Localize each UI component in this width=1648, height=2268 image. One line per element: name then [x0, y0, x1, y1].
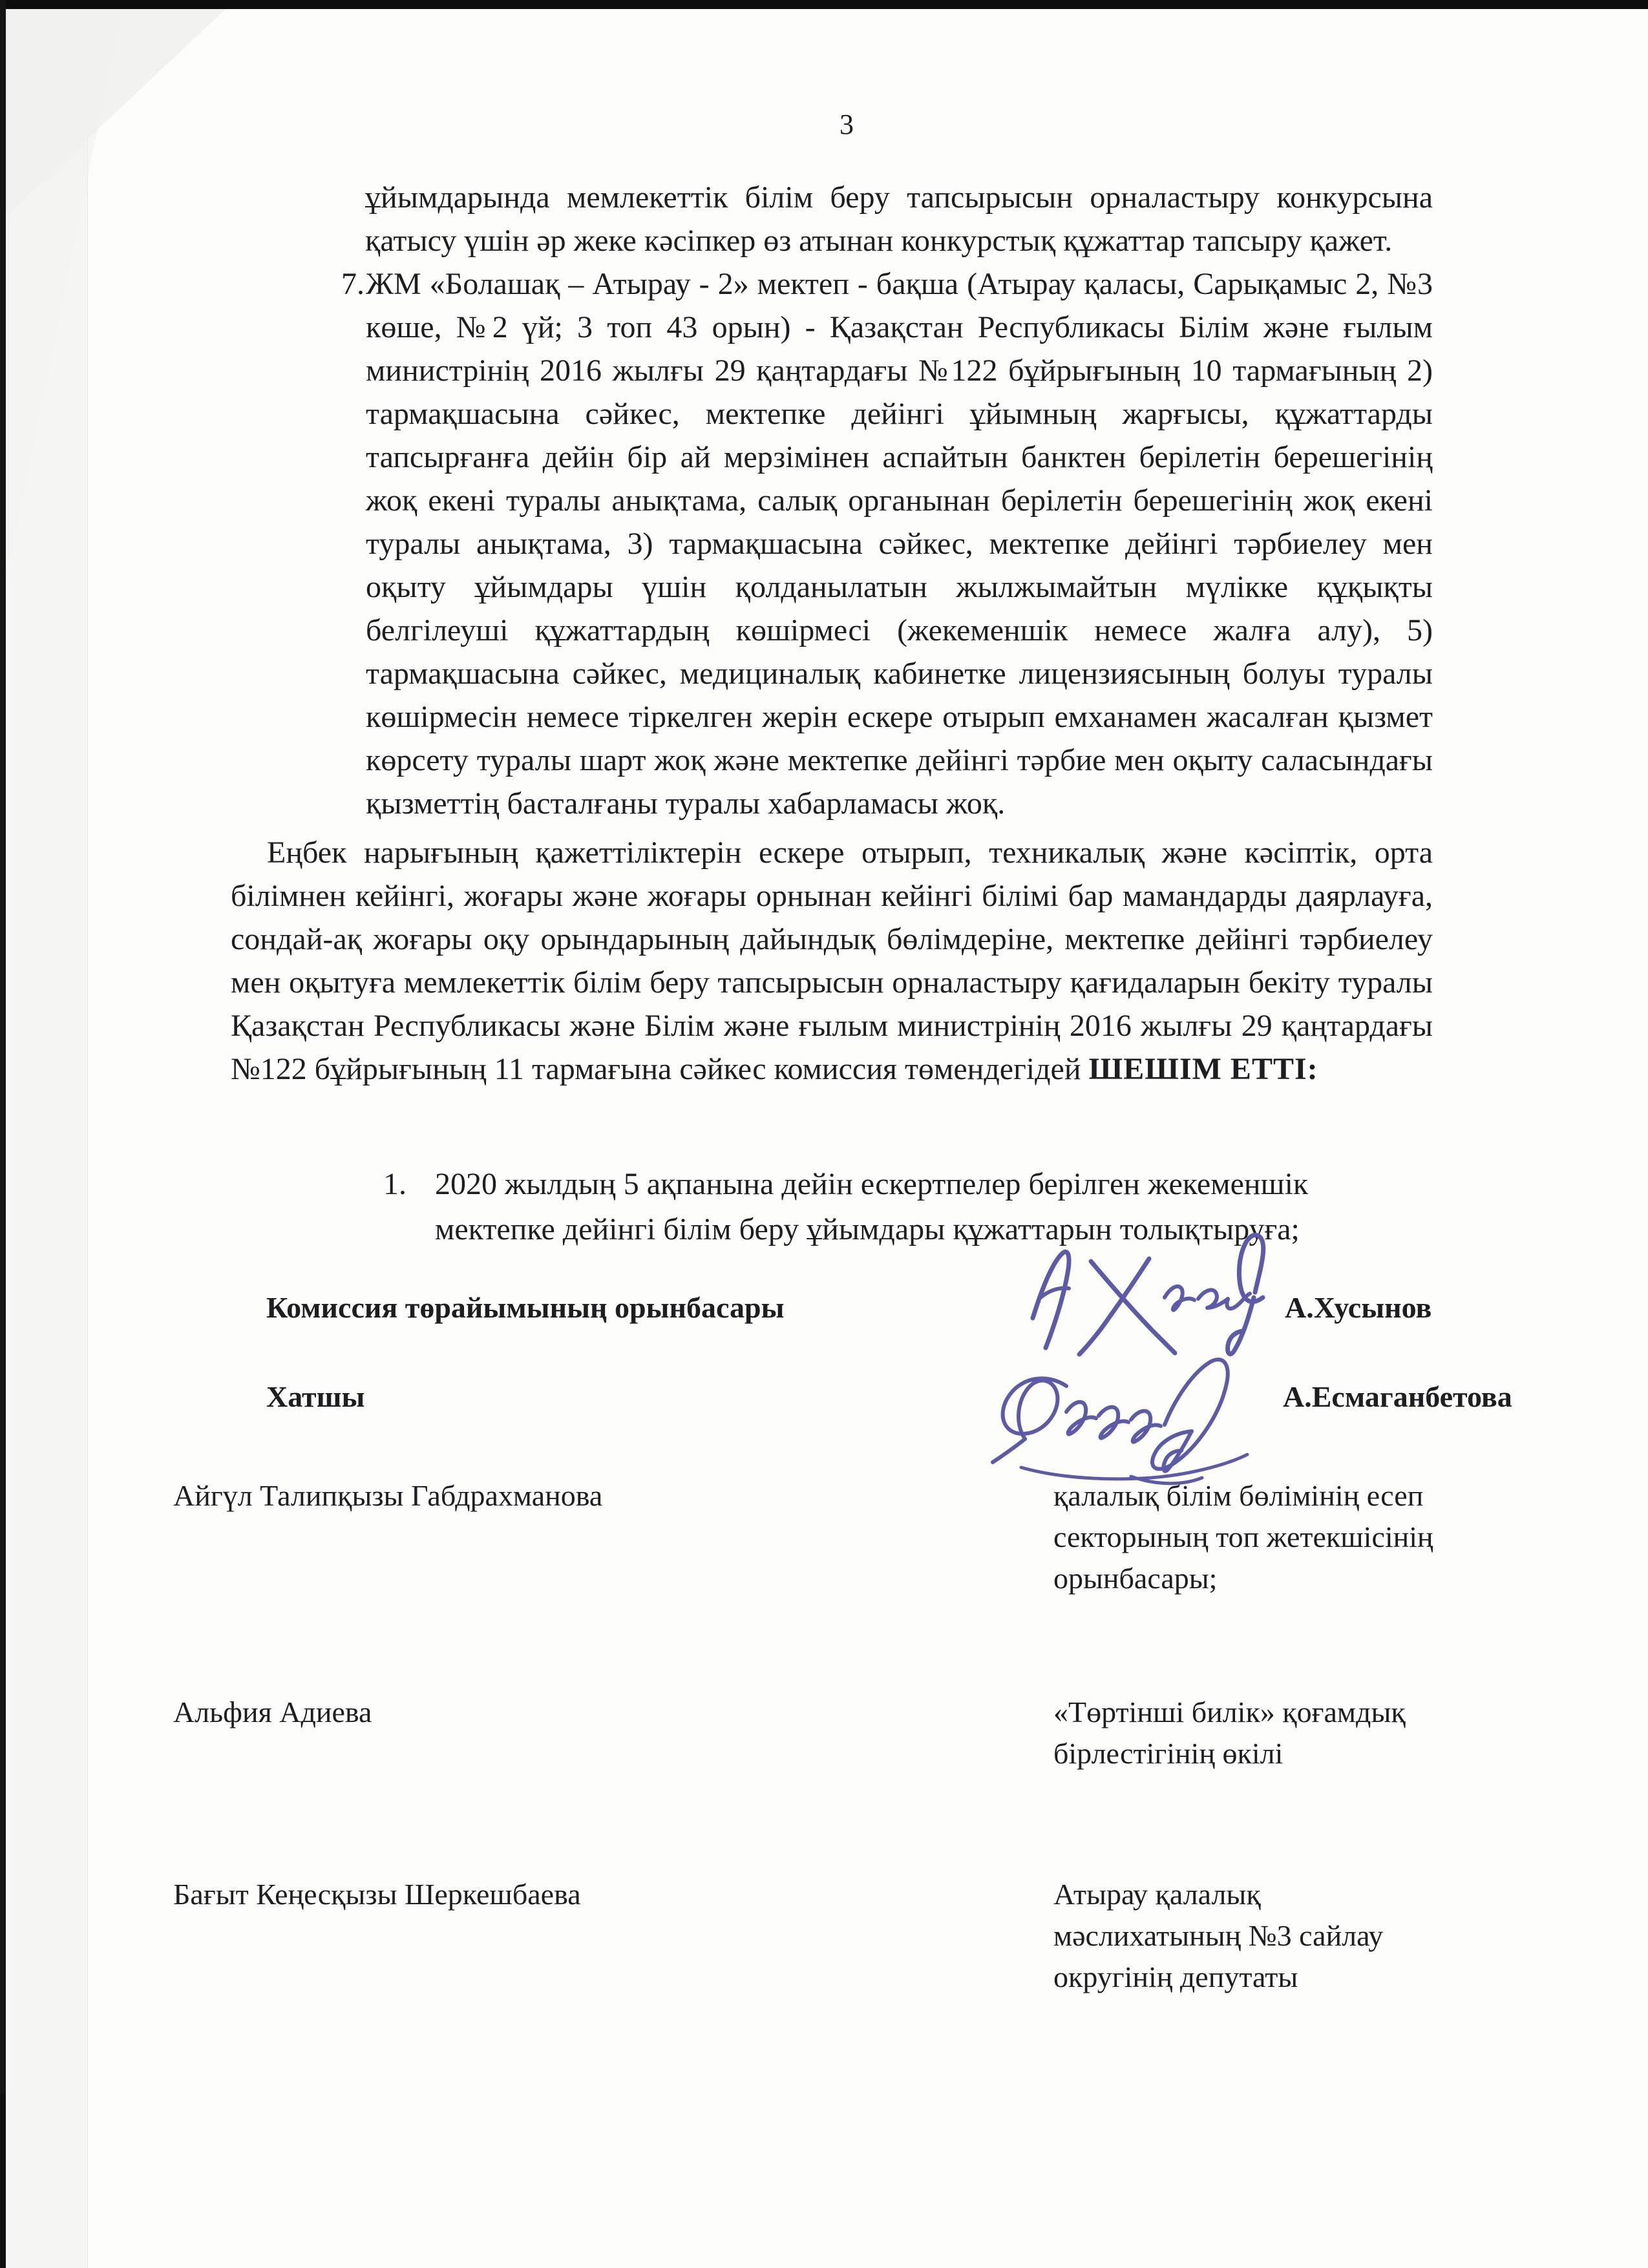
signature-role-deputy-chair: Комиссия төрайымының орынбасары — [266, 1291, 785, 1324]
member-role-line: мәслихатының №3 сайлау — [1053, 1919, 1384, 1952]
scan-edge-top — [0, 0, 1648, 9]
scan-edge-left — [0, 0, 6, 2268]
member-role-sherkeshbayeva — [1053, 1874, 1506, 1998]
member-role-gabdrakhmanova — [1053, 1475, 1506, 1599]
decision-item-1-number: 1. — [383, 1167, 407, 1201]
decision-item-1-text: 2020 жылдың 5 ақпанына дейін ескертпелер берілген жекеменшік мектепке дейінгі білім беру ұйымдары құжаттарын толықтыруға; — [435, 1167, 1309, 1246]
member-name-sherkeshbayeva: Бағыт Кеңесқызы Шеркешбаева — [173, 1878, 581, 1911]
list-item-7-number: 7. — [341, 267, 364, 301]
page-corner-shadow-soft — [6, 9, 122, 578]
member-role-line: «Төртінші билік» қоғамдық — [1053, 1696, 1406, 1728]
member-role-line: Атырау қалалық — [1053, 1878, 1261, 1911]
signature-name-khusynov: А.Хусынов — [1285, 1291, 1432, 1324]
member-role-line: округінің депутаты — [1053, 1960, 1298, 1993]
page-number: 3 — [840, 109, 854, 140]
member-name-adiyeva: Альфия Адиева — [173, 1696, 372, 1728]
decision-paragraph — [231, 831, 1433, 1091]
member-name-gabdrakhmanova: Айгүл Талипқызы Габдрахманова — [173, 1479, 603, 1512]
member-role-line: секторының топ жетекшісінің — [1053, 1520, 1433, 1553]
signature-name-yesmaganbetova: А.Есмаганбетова — [1283, 1380, 1512, 1413]
list-item-7 — [336, 262, 1433, 825]
member-role-line: бірлестігінің өкілі — [1053, 1737, 1284, 1770]
member-role-adiyeva — [1053, 1692, 1506, 1774]
member-role-line: орынбасары; — [1053, 1562, 1218, 1595]
list-item-7-text: ЖМ «Болашақ – Атырау - 2» мектеп - бақша (Атырау қаласы, Сарықамыс 2, №3 көше, №2 үй; 3 топ 43 орын) - Қазақстан Республикасы Білім және ғылым министрінің 2016 жылғы 29 қаңтардағы №122 бұйрығының 10 тармағының 2) тармақшасына сәйкес, мектепке дейінгі ұйымның жарғысы, құжаттарды тапсырғанға дейін бір ай мерзімінен аспайтын банктен берілетін берешегінің жоқ екені туралы анықтама, салық органынан берілетін берешегінің жоқ екені туралы анықтама, 3) тармақшасына сәйкес, мектепке дейінгі тәрбиелеу мен оқыту ұйымдары үшін қолданылатын жылжымайтын мүлікке құқықты белгілеуші құжаттардың көшірмесі (жекеменшік немесе жалға алу), 5) тармақшасына сәйкес, медициналық кабинетке лицензиясының болуы туралы көшірмесін немесе тіркелген жерін ескере отырып емханамен жасалған қызмет көрсету туралы шарт жоқ және мектепке дейінгі тәрбие мен оқыту саласындағы қызметтің басталғаны туралы хабарламасы жоқ. — [366, 267, 1433, 821]
decision-paragraph-lead: Еңбек нарығының қажеттіліктерін ескере отырып, техникалық және кәсіптік, орта білімнен кейінгі, жоғары және жоғары орнынан кейінгі білімі бар мамандарды даярлауға, сондай-ақ жоғары оқу орындарының дайындық бөлімдеріне, мектепке дейінгі тәрбиелеу мен оқытуға мемлекеттік білім беру тапсырысын орналастыру қағидаларын бекіту туралы Қазақстан Республикасы және Білім және ғылым министрінің 2016 жылғы 29 қаңтардағы №122 бұйрығының 11 тармағына сәйкес комиссия төмендегідей — [231, 835, 1433, 1086]
handwritten-signature-yesmaganbetova — [969, 1328, 1267, 1496]
resolution-heading: ШЕШІМ ЕТТІ: — [1088, 1052, 1318, 1086]
member-role-line: қалалық білім бөлімінің есеп — [1053, 1479, 1424, 1512]
signature-role-secretary: Хатшы — [266, 1380, 365, 1413]
paragraph-continuation: ұйымдарында мемлекеттік білім беру тапсырысын орналастыру конкурсына қатысу үшін әр жеке кәсіпкер өз атынан конкурстық құжаттар тапсыру қажет. — [365, 180, 1433, 258]
